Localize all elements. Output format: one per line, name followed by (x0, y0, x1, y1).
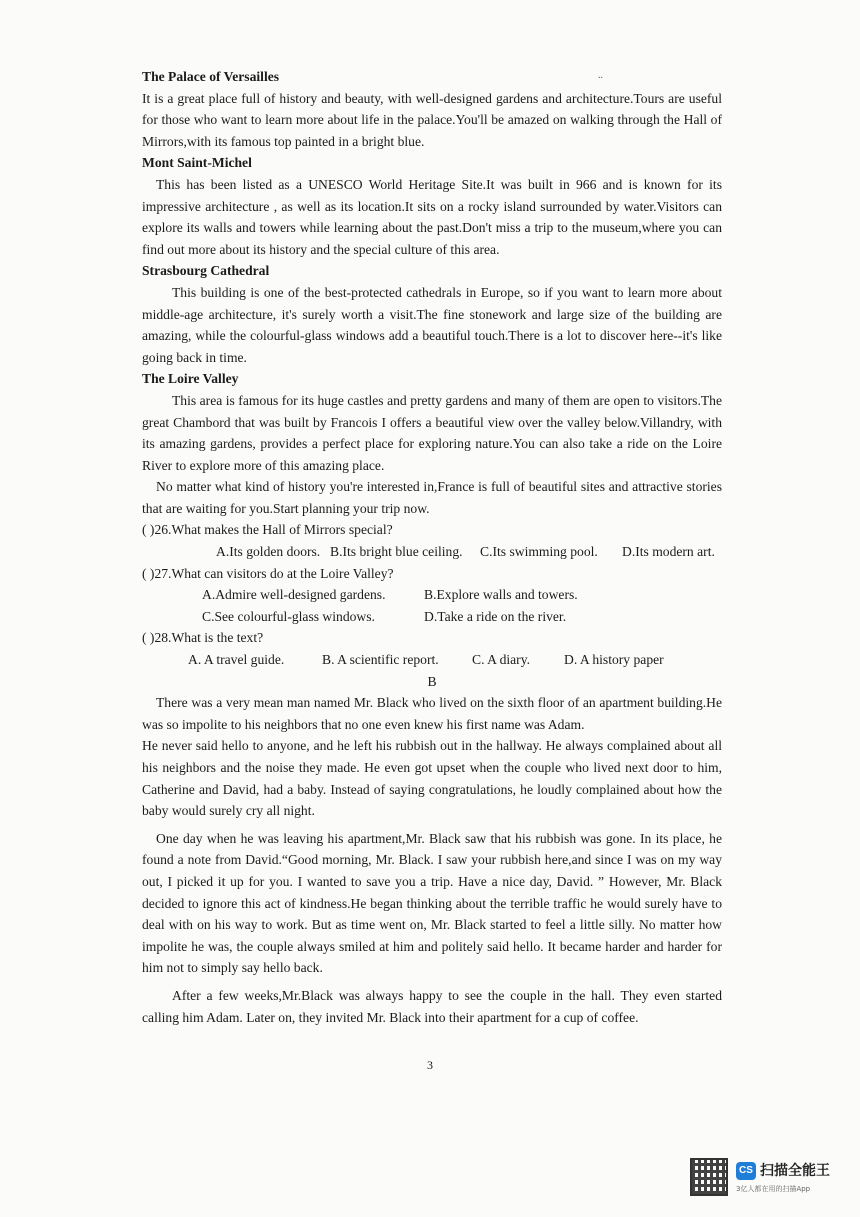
camscanner-logo-icon: CS (736, 1162, 756, 1180)
option-c: C.Its swimming pool. (480, 544, 598, 560)
section-heading-versailles: The Palace of Versailles (142, 69, 280, 84)
question-27-options-row-1 (142, 584, 722, 606)
passage-b-paragraph-3: One day when he was leaving his apartment,Mr. Black saw that his rubbish was gone. In its place, he found a note from David.“Good morning, Mr. Black. I saw your rubbish here,and since I was on my way out, I picked it up for you. I wanted to save you a trip. Have a nice day, David. ” However, Mr. Black decided to ignore this act of kindness.He began thinking about the terrible traffic he would surely have to deal with on his way to work. But as time went on, Mr. Black started to feel a little silly. No matter how impolite he was, the couple always smiled at him and politely said hello. It became harder and harder for him not to simply say hello back. (142, 830, 722, 976)
option-b: B.Explore walls and towers. (424, 587, 578, 603)
section-heading-loire-valley: The Loire Valley (142, 371, 239, 387)
option-c: C.See colourful-glass windows. (202, 608, 375, 624)
option-a: A.Admire well-designed gardens. (202, 587, 386, 603)
passage-b-paragraph-1: There was a very mean man named Mr. Black who lived on the sixth floor of an apartment building.He was so impolite to his neighbors that no one even knew his first name was Adam. (142, 695, 722, 732)
question-28-options (142, 649, 722, 671)
page-number: 3 (427, 1058, 433, 1072)
closing-paragraph: No matter what kind of history you're interested in,France is full of beautiful sites and attractive stories that are waiting for you.Start planning your trip now. (142, 479, 722, 516)
question-26-stem: ( )26.What makes the Hall of Mirrors special? (142, 522, 393, 538)
section-body-loire-valley: This area is famous for its huge castles and pretty gardens and many of them are open to visitors.The great Chambord that was built by Francois I offers a beautiful view over the valley below.Villandry, with its amazing gardens, provides a perfect place for exploring nature.You can also take a ride on the Loire River to explore more of this amazing place. (142, 392, 722, 473)
option-b: B. A scientific report. (322, 652, 439, 668)
option-d: D. A history paper (564, 652, 664, 668)
question-28-stem: ( )28.What is the text? (142, 630, 264, 646)
scanner-app-name: 扫描全能王 (760, 1163, 830, 1179)
section-b-label: B (427, 673, 437, 689)
option-d: D.Its modern art. (622, 544, 715, 560)
question-27-options-row-2 (142, 606, 722, 628)
passage-b-paragraph-4: After a few weeks,Mr.Black was always happy to see the couple in the hall. They even started calling him Adam. Later on, they invited Mr. Black into their apartment for a cup of coffee. (142, 987, 722, 1025)
qr-code-icon (690, 1158, 728, 1196)
page-content (142, 66, 722, 1028)
question-27-stem: ( )27.What can visitors do at the Loire Valley? (142, 565, 394, 581)
option-d: D.Take a ride on the river. (424, 608, 567, 624)
section-body-mont-saint-michel: This has been listed as a UNESCO World Heritage Site.It was built in 966 and is known for its impressive architecture , as well as its location.It sits on a rocky island surrounded by water.Visitors can explore its walls and towers while learning about the past.Don't miss a trip to the museum,where you can find out more about its history and the special culture of this area. (142, 176, 722, 257)
scanner-watermark (690, 1158, 850, 1200)
passage-b-paragraph-2: He never said hello to anyone, and he left his rubbish out in the hallway. He always complained about all his neighbors and the noise they made. He even got upset when the couple who lived next door to him, Catherine and David, had a baby. Instead of saying congratulations, he loudly complained about how the baby would surely cry all night. (142, 738, 722, 819)
option-a: A. A travel guide. (188, 652, 285, 668)
section-body-versailles: It is a great place full of history and beauty, with well-designed gardens and architecture.Tours are useful for those who want to learn more about life in the palace.You'll be amazed on walking through the Hall of Mirrors,with its famous top painted in a bright blue. (142, 90, 722, 149)
option-b: B.Its bright blue ceiling. (330, 544, 463, 560)
question-26-options (142, 541, 722, 563)
option-a: A.Its golden doors. (216, 544, 321, 560)
section-heading-mont-saint-michel: Mont Saint-Michel (142, 155, 252, 171)
scanner-tagline: 3亿人都在用的扫描App (736, 1185, 811, 1193)
stray-mark: .. (598, 70, 603, 81)
section-heading-strasbourg: Strasbourg Cathedral (142, 263, 270, 279)
option-c: C. A diary. (472, 652, 531, 668)
section-body-strasbourg: This building is one of the best-protected cathedrals in Europe, so if you want to learn more about middle-age architecture, it's surely worth a visit.The fine stonework and large size of the building are amazing, while the colourful-glass windows add a beautiful touch.There is a lot to discover here--it's like going back in time. (142, 284, 722, 365)
